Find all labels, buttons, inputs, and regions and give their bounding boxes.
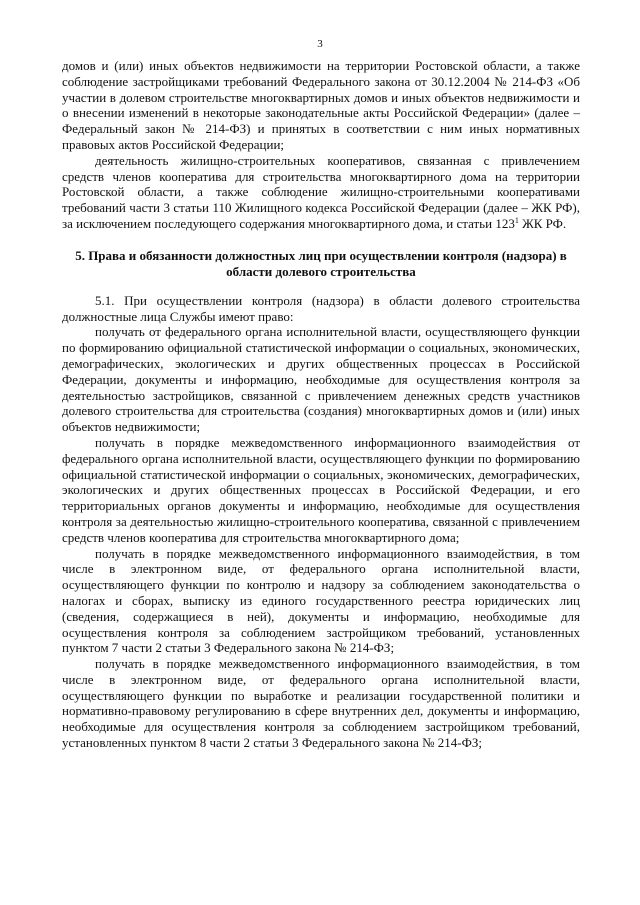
paragraph: домов и (или) иных объектов недвижимости на территории Ростовской области, а также соблюдение застройщиками требований Федерального закона от 30.12.2004 № 214-ФЗ «Об участии в долевом строительстве многоквартирных домов и иных объектов недвижимости и о внесении изменений в некоторые законодательные акты Российской Федерации» (далее – Федеральный закон № 214-ФЗ) и принятых в соответствии с ним иных нормативных правовых актов Российской Федерации; <box>62 58 580 152</box>
paragraph: получать от федерального органа исполнительной власти, осуществляющего функции по формированию официальной статистической информации о социальных, экономических, демографических, экологических и других общественных процессах в Российской Федерации, документы и информацию, необходимые для осуществления контроля за деятельностью застройщиков, связанной с привлечением денежных средств участников долевого строительства для строительства (создания) многоквартирных домов и (или) иных объектов недвижимости; <box>62 324 580 435</box>
paragraph <box>62 153 580 232</box>
paragraph-tail: ЖК РФ. <box>518 215 567 231</box>
document-body <box>62 58 580 751</box>
page-number: 3 <box>317 38 323 50</box>
paragraph-text: деятельность жилищно-строительных кооперативов, связанная с привлечением средств членов кооператива для строительства многоквартирного дома на территории Ростовской области, а также соблюдение жилищно-строительными кооперативами требований части 3 статьи 110 Жилищного кодекса Российской Федерации (далее – ЖК РФ), за исключением последующего содержания многоквартирного дома, и статьи 123 <box>62 152 580 231</box>
superscript: 1 <box>514 215 519 225</box>
paragraph: получать в порядке межведомственного информационного взаимодействия, в том числе в электронном виде, от федерального органа исполнительной власти, осуществляющего функции по выработке и реализации государственной политики и нормативно-правовому регулированию в сфере внутренних дел, документы и информацию, необходимые для осуществления контроля за соблюдением застройщиком требований, установленных пунктом 8 части 2 статьи 3 Федерального закона № 214-ФЗ; <box>62 656 580 751</box>
section-heading: 5. Права и обязанности должностных лиц при осуществлении контроля (надзора) в области долевого строительства <box>75 247 567 279</box>
paragraph: 5.1. При осуществлении контроля (надзора) в области долевого строительства должностные лица Службы имеют право: <box>62 292 580 324</box>
paragraph: получать в порядке межведомственного информационного взаимодействия, в том числе в электронном виде, от федерального органа исполнительной власти, осуществляющего функции по контролю и надзору за соблюдением законодательства о налогах и сборах, выписку из единого государственного реестра юридических лиц (сведения, содержащиеся в ней), документы и информацию, необходимые для осуществления контроля за соблюдением застройщиком требований, установленных пунктом 7 части 2 статьи 3 Федерального закона № 214-ФЗ; <box>62 545 580 656</box>
paragraph: получать в порядке межведомственного информационного взаимодействия от федерального органа исполнительной власти, осуществляющего функции по формированию официальной статистической информации о социальных, экономических, демографических, экологических и других общественных процессах в Российской Федерации, и его территориальных органов документы и информацию, необходимые для осуществления контроля за деятельностью жилищно-строительного кооператива, связанной с привлечением средств членов кооператива для строительства многоквартирного дома; <box>62 434 580 545</box>
